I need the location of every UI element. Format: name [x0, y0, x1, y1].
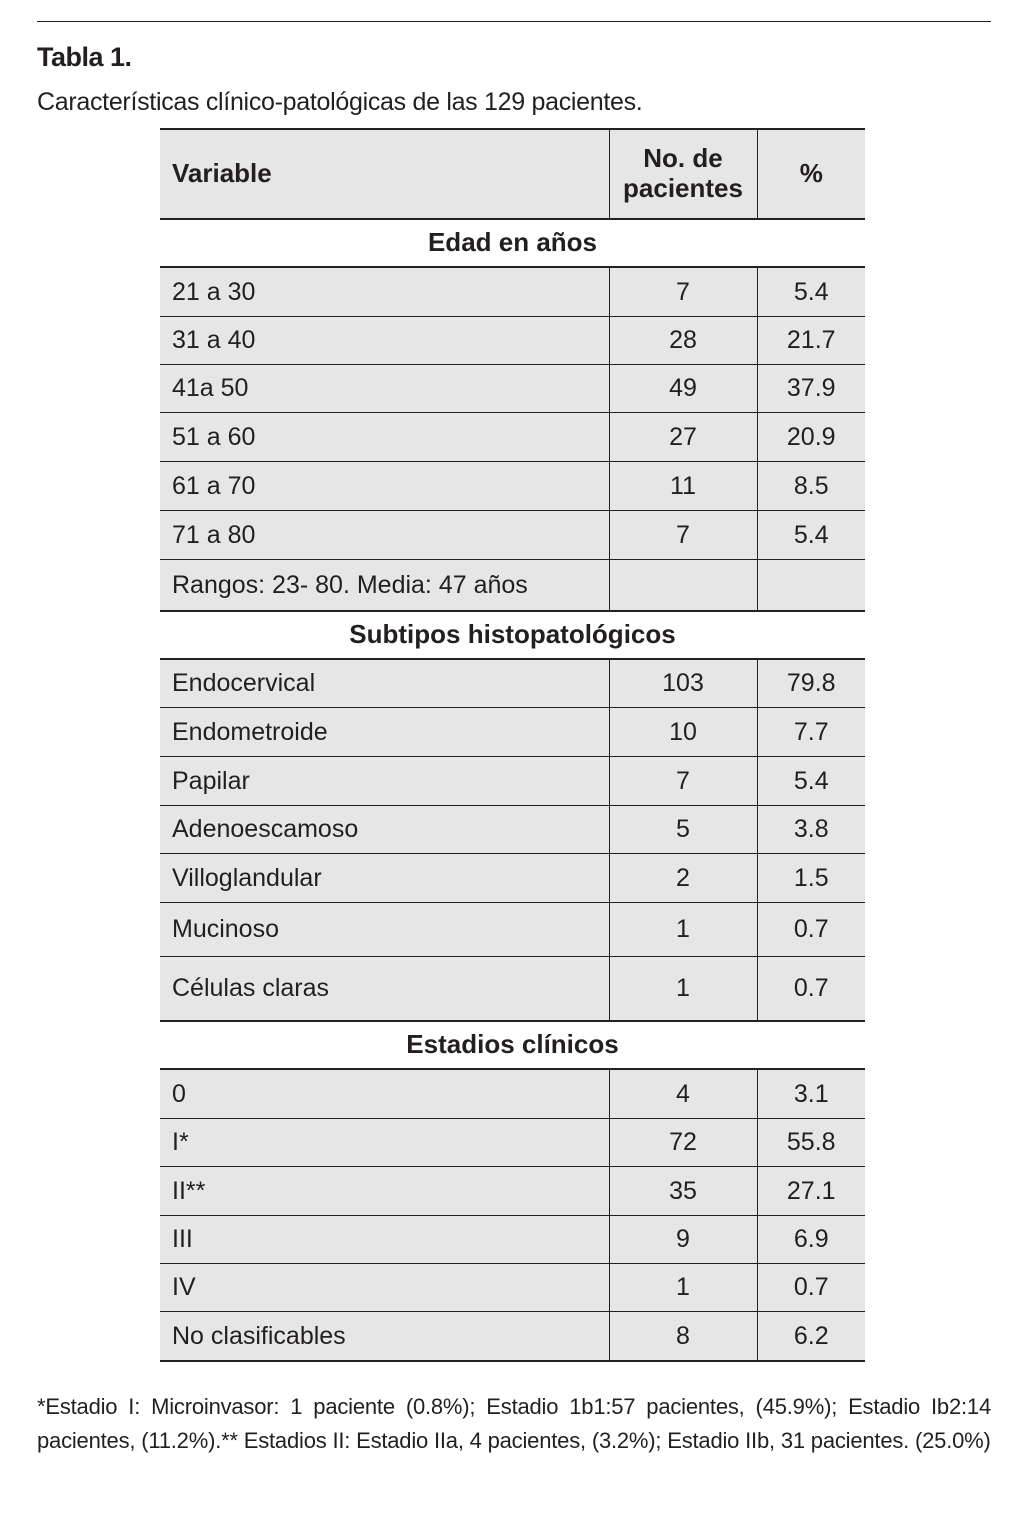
cell-percent: 5.4: [757, 511, 865, 560]
section-heading: Subtipos histopatológicos: [160, 611, 865, 659]
cell-variable: II**: [160, 1167, 609, 1216]
patient-characteristics-table: [160, 128, 865, 1362]
cell-percent: 6.9: [757, 1216, 865, 1264]
table-row: [160, 462, 865, 511]
table-row: [160, 757, 865, 806]
table-row: [160, 903, 865, 957]
cell-percent: 3.1: [757, 1069, 865, 1119]
cell-variable: 0: [160, 1069, 609, 1119]
cell-variable: III: [160, 1216, 609, 1264]
cell-count: 28: [609, 317, 757, 365]
cell-count: 103: [609, 659, 757, 708]
cell-count: 7: [609, 757, 757, 806]
column-header-count: [609, 129, 757, 219]
table-row: [160, 1312, 865, 1362]
column-header-variable: Variable: [160, 129, 609, 219]
column-header-count-line1: No. de: [643, 143, 723, 174]
cell-count: 1: [609, 903, 757, 957]
cell-percent: 1.5: [757, 854, 865, 903]
cell-percent: 6.2: [757, 1312, 865, 1362]
cell-count: 8: [609, 1312, 757, 1362]
table-row: [160, 806, 865, 854]
table-row: [160, 1264, 865, 1312]
cell-percent: 5.4: [757, 757, 865, 806]
cell-count: 1: [609, 1264, 757, 1312]
table-row: [160, 365, 865, 413]
table-row: [160, 1216, 865, 1264]
cell-variable: 31 a 40: [160, 317, 609, 365]
cell-variable: Mucinoso: [160, 903, 609, 957]
cell-variable: Adenoescamoso: [160, 806, 609, 854]
table-body: [160, 219, 865, 1361]
cell-percent: 0.7: [757, 1264, 865, 1312]
cell-variable: No clasificables: [160, 1312, 609, 1362]
cell-variable: Rangos: 23- 80. Media: 47 años: [160, 560, 609, 612]
table-row: [160, 413, 865, 462]
cell-percent: 0.7: [757, 903, 865, 957]
cell-count: 27: [609, 413, 757, 462]
cell-count: 10: [609, 708, 757, 757]
cell-variable: 71 a 80: [160, 511, 609, 560]
cell-count: 35: [609, 1167, 757, 1216]
section-heading-row: [160, 1021, 865, 1069]
cell-variable: 51 a 60: [160, 413, 609, 462]
table-row: [160, 511, 865, 560]
header-row: [160, 129, 865, 219]
cell-percent: 21.7: [757, 317, 865, 365]
table-row: [160, 659, 865, 708]
cell-variable: Villoglandular: [160, 854, 609, 903]
column-header-count-line2: pacientes: [623, 173, 743, 203]
cell-count: [609, 560, 757, 612]
table-caption: Características clínico-patológicas de las 129 pacientes.: [37, 88, 643, 116]
cell-percent: 20.9: [757, 413, 865, 462]
cell-variable: 21 a 30: [160, 267, 609, 317]
cell-count: 7: [609, 267, 757, 317]
cell-percent: 5.4: [757, 267, 865, 317]
cell-count: 49: [609, 365, 757, 413]
table-row: [160, 854, 865, 903]
cell-percent: 7.7: [757, 708, 865, 757]
cell-count: 1: [609, 957, 757, 1022]
table-row: [160, 1069, 865, 1119]
cell-percent: 3.8: [757, 806, 865, 854]
table-title: Tabla 1.: [37, 42, 132, 72]
top-rule: [37, 21, 991, 22]
cell-percent: 0.7: [757, 957, 865, 1022]
table-row: [160, 957, 865, 1022]
cell-percent: 55.8: [757, 1119, 865, 1167]
cell-percent: 79.8: [757, 659, 865, 708]
cell-percent: [757, 560, 865, 612]
table-row: [160, 267, 865, 317]
cell-variable: Células claras: [160, 957, 609, 1022]
section-heading: Edad en años: [160, 219, 865, 267]
table-row: [160, 560, 865, 612]
cell-count: 9: [609, 1216, 757, 1264]
table-row: [160, 317, 865, 365]
cell-variable: IV: [160, 1264, 609, 1312]
column-header-percent: %: [757, 129, 865, 219]
cell-percent: 37.9: [757, 365, 865, 413]
table-row: [160, 1167, 865, 1216]
cell-variable: 61 a 70: [160, 462, 609, 511]
cell-count: 2: [609, 854, 757, 903]
section-heading-row: [160, 219, 865, 267]
cell-variable: 41a 50: [160, 365, 609, 413]
cell-variable: Endocervical: [160, 659, 609, 708]
table-row: [160, 1119, 865, 1167]
table-row: [160, 708, 865, 757]
cell-count: 5: [609, 806, 757, 854]
cell-count: 7: [609, 511, 757, 560]
cell-percent: 27.1: [757, 1167, 865, 1216]
cell-count: 11: [609, 462, 757, 511]
table-footnote: *Estadio I: Microinvasor: 1 paciente (0.8%); Estadio 1b1:57 pacientes, (45.9%); Estadio Ib2:14 pacientes, (11.2%).** Estadios II: Estadio IIa, 4 pacientes, (3.2%); Estadio IIb, 31 pacientes. (25.0%): [37, 1394, 991, 1453]
cell-variable: I*: [160, 1119, 609, 1167]
cell-count: 72: [609, 1119, 757, 1167]
cell-variable: Endometroide: [160, 708, 609, 757]
section-heading: Estadios clínicos: [160, 1021, 865, 1069]
cell-count: 4: [609, 1069, 757, 1119]
cell-variable: Papilar: [160, 757, 609, 806]
cell-percent: 8.5: [757, 462, 865, 511]
section-heading-row: [160, 611, 865, 659]
